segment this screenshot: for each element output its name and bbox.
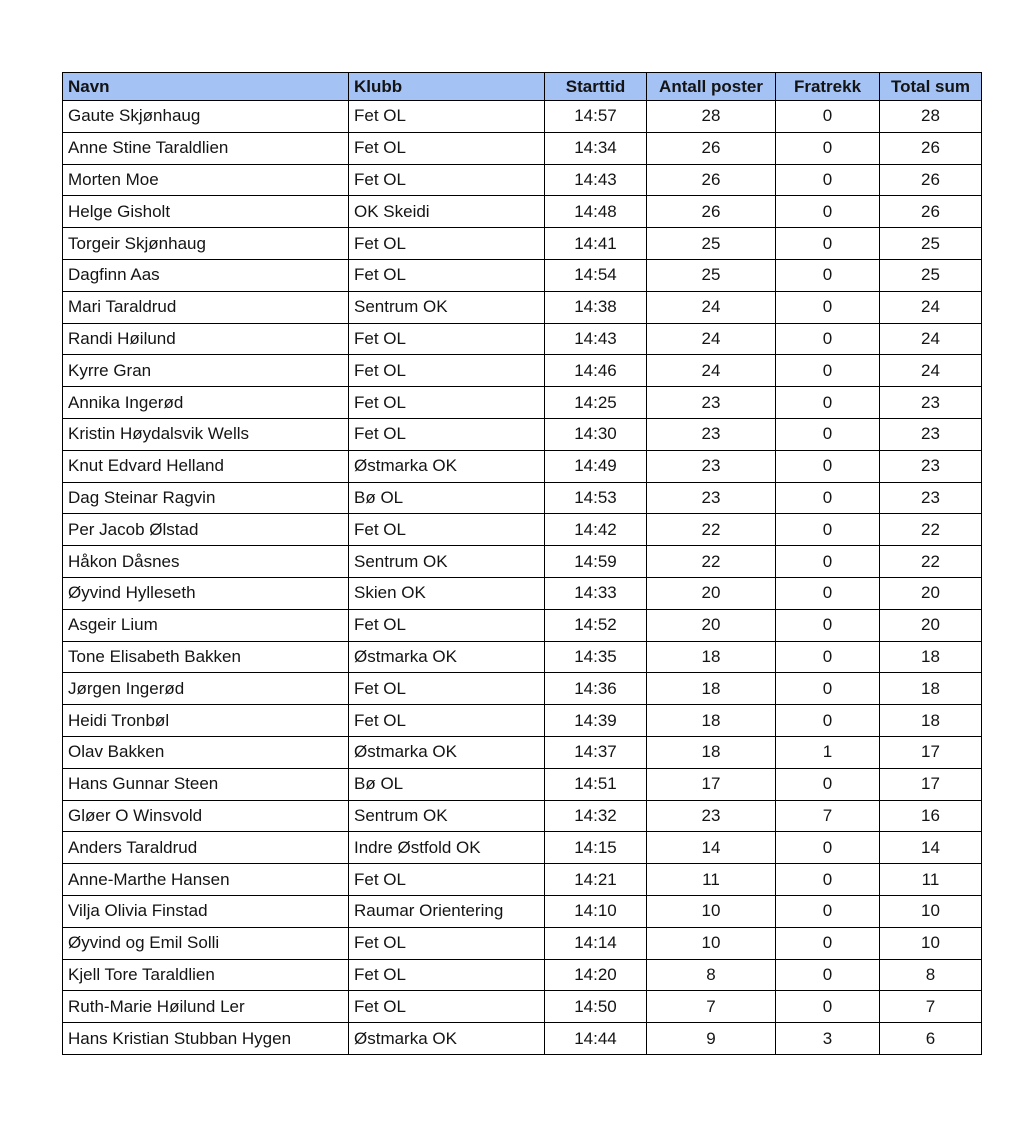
table-row	[63, 291, 982, 323]
cell-klubb: Bø OL	[349, 768, 545, 800]
cell-navn: Anders Taraldrud	[63, 832, 349, 864]
header-row	[63, 73, 982, 101]
cell-klubb: Fet OL	[349, 323, 545, 355]
cell-starttid: 14:51	[545, 768, 647, 800]
cell-klubb: Østmarka OK	[349, 1023, 545, 1055]
cell-total-sum: 24	[880, 291, 982, 323]
table-row	[63, 259, 982, 291]
cell-klubb: Sentrum OK	[349, 291, 545, 323]
cell-starttid: 14:20	[545, 959, 647, 991]
cell-antall-poster: 22	[647, 546, 776, 578]
cell-navn: Kyrre Gran	[63, 355, 349, 387]
cell-navn: Morten Moe	[63, 164, 349, 196]
cell-klubb: Raumar Orientering	[349, 895, 545, 927]
cell-total-sum: 10	[880, 895, 982, 927]
cell-klubb: Fet OL	[349, 418, 545, 450]
cell-fratrekk: 0	[776, 355, 880, 387]
cell-navn: Torgeir Skjønhaug	[63, 228, 349, 260]
cell-antall-poster: 23	[647, 450, 776, 482]
cell-navn: Mari Taraldrud	[63, 291, 349, 323]
table-row	[63, 196, 982, 228]
cell-total-sum: 26	[880, 196, 982, 228]
table-row	[63, 387, 982, 419]
cell-fratrekk: 0	[776, 418, 880, 450]
cell-klubb: Fet OL	[349, 959, 545, 991]
cell-starttid: 14:39	[545, 705, 647, 737]
cell-starttid: 14:36	[545, 673, 647, 705]
cell-starttid: 14:44	[545, 1023, 647, 1055]
cell-starttid: 14:43	[545, 164, 647, 196]
cell-navn: Gaute Skjønhaug	[63, 101, 349, 133]
cell-total-sum: 25	[880, 259, 982, 291]
cell-fratrekk: 0	[776, 196, 880, 228]
table-row	[63, 927, 982, 959]
table-row	[63, 736, 982, 768]
cell-antall-poster: 8	[647, 959, 776, 991]
cell-antall-poster: 17	[647, 768, 776, 800]
cell-fratrekk: 0	[776, 959, 880, 991]
cell-starttid: 14:57	[545, 101, 647, 133]
cell-total-sum: 23	[880, 418, 982, 450]
cell-klubb: Bø OL	[349, 482, 545, 514]
table-row	[63, 514, 982, 546]
cell-antall-poster: 9	[647, 1023, 776, 1055]
cell-total-sum: 17	[880, 736, 982, 768]
table-row	[63, 418, 982, 450]
cell-fratrekk: 0	[776, 259, 880, 291]
cell-total-sum: 20	[880, 609, 982, 641]
cell-antall-poster: 20	[647, 609, 776, 641]
table-row	[63, 959, 982, 991]
cell-klubb: Fet OL	[349, 387, 545, 419]
cell-starttid: 14:25	[545, 387, 647, 419]
cell-navn: Håkon Dåsnes	[63, 546, 349, 578]
cell-total-sum: 23	[880, 387, 982, 419]
cell-starttid: 14:42	[545, 514, 647, 546]
cell-starttid: 14:41	[545, 228, 647, 260]
column-header-starttid: Starttid	[545, 73, 647, 101]
cell-klubb: Østmarka OK	[349, 736, 545, 768]
cell-fratrekk: 0	[776, 864, 880, 896]
column-header-klubb: Klubb	[349, 73, 545, 101]
cell-navn: Asgeir Lium	[63, 609, 349, 641]
cell-navn: Anne Stine Taraldlien	[63, 132, 349, 164]
cell-total-sum: 6	[880, 1023, 982, 1055]
cell-starttid: 14:30	[545, 418, 647, 450]
cell-total-sum: 28	[880, 101, 982, 133]
cell-klubb: Fet OL	[349, 259, 545, 291]
cell-navn: Vilja Olivia Finstad	[63, 895, 349, 927]
cell-starttid: 14:34	[545, 132, 647, 164]
cell-total-sum: 18	[880, 673, 982, 705]
table-row	[63, 450, 982, 482]
cell-klubb: Fet OL	[349, 355, 545, 387]
cell-antall-poster: 28	[647, 101, 776, 133]
cell-klubb: OK Skeidi	[349, 196, 545, 228]
cell-klubb: Skien OK	[349, 577, 545, 609]
cell-navn: Hans Kristian Stubban Hygen	[63, 1023, 349, 1055]
cell-starttid: 14:21	[545, 864, 647, 896]
cell-fratrekk: 0	[776, 577, 880, 609]
cell-antall-poster: 10	[647, 927, 776, 959]
cell-navn: Jørgen Ingerød	[63, 673, 349, 705]
cell-antall-poster: 24	[647, 291, 776, 323]
column-header-navn: Navn	[63, 73, 349, 101]
cell-antall-poster: 18	[647, 641, 776, 673]
cell-total-sum: 26	[880, 164, 982, 196]
cell-total-sum: 18	[880, 641, 982, 673]
cell-navn: Heidi Tronbøl	[63, 705, 349, 737]
table-row	[63, 609, 982, 641]
table-row	[63, 355, 982, 387]
cell-antall-poster: 11	[647, 864, 776, 896]
table-row	[63, 482, 982, 514]
cell-klubb: Fet OL	[349, 864, 545, 896]
table-row	[63, 768, 982, 800]
cell-fratrekk: 0	[776, 164, 880, 196]
cell-total-sum: 22	[880, 546, 982, 578]
cell-navn: Dagfinn Aas	[63, 259, 349, 291]
cell-total-sum: 24	[880, 355, 982, 387]
cell-starttid: 14:50	[545, 991, 647, 1023]
cell-antall-poster: 25	[647, 228, 776, 260]
cell-starttid: 14:46	[545, 355, 647, 387]
cell-starttid: 14:38	[545, 291, 647, 323]
cell-antall-poster: 23	[647, 387, 776, 419]
cell-klubb: Fet OL	[349, 514, 545, 546]
cell-total-sum: 22	[880, 514, 982, 546]
cell-starttid: 14:15	[545, 832, 647, 864]
cell-total-sum: 25	[880, 228, 982, 260]
cell-fratrekk: 0	[776, 514, 880, 546]
cell-navn: Anne-Marthe Hansen	[63, 864, 349, 896]
cell-navn: Gløer O Winsvold	[63, 800, 349, 832]
cell-navn: Tone Elisabeth Bakken	[63, 641, 349, 673]
cell-antall-poster: 20	[647, 577, 776, 609]
cell-total-sum: 11	[880, 864, 982, 896]
cell-starttid: 14:35	[545, 641, 647, 673]
cell-navn: Olav Bakken	[63, 736, 349, 768]
cell-navn: Helge Gisholt	[63, 196, 349, 228]
cell-antall-poster: 24	[647, 355, 776, 387]
cell-total-sum: 14	[880, 832, 982, 864]
cell-antall-poster: 18	[647, 736, 776, 768]
cell-navn: Knut Edvard Helland	[63, 450, 349, 482]
cell-starttid: 14:32	[545, 800, 647, 832]
cell-klubb: Fet OL	[349, 164, 545, 196]
cell-fratrekk: 0	[776, 291, 880, 323]
cell-fratrekk: 7	[776, 800, 880, 832]
cell-fratrekk: 0	[776, 228, 880, 260]
cell-klubb: Fet OL	[349, 673, 545, 705]
cell-fratrekk: 0	[776, 609, 880, 641]
table-row	[63, 991, 982, 1023]
cell-antall-poster: 26	[647, 164, 776, 196]
cell-fratrekk: 0	[776, 482, 880, 514]
table-row	[63, 577, 982, 609]
cell-fratrekk: 0	[776, 101, 880, 133]
cell-starttid: 14:33	[545, 577, 647, 609]
cell-antall-poster: 18	[647, 673, 776, 705]
cell-starttid: 14:54	[545, 259, 647, 291]
table-row	[63, 800, 982, 832]
cell-navn: Dag Steinar Ragvin	[63, 482, 349, 514]
cell-total-sum: 18	[880, 705, 982, 737]
cell-total-sum: 23	[880, 482, 982, 514]
column-header-fratrekk: Fratrekk	[776, 73, 880, 101]
table-row	[63, 895, 982, 927]
table-row	[63, 864, 982, 896]
cell-antall-poster: 26	[647, 196, 776, 228]
table-row	[63, 228, 982, 260]
table-row	[63, 1023, 982, 1055]
cell-fratrekk: 0	[776, 387, 880, 419]
cell-navn: Ruth-Marie Høilund Ler	[63, 991, 349, 1023]
cell-total-sum: 24	[880, 323, 982, 355]
cell-antall-poster: 22	[647, 514, 776, 546]
cell-fratrekk: 0	[776, 546, 880, 578]
table-row	[63, 673, 982, 705]
cell-total-sum: 7	[880, 991, 982, 1023]
cell-fratrekk: 0	[776, 768, 880, 800]
table-row	[63, 546, 982, 578]
cell-starttid: 14:14	[545, 927, 647, 959]
results-table	[62, 72, 982, 1055]
cell-fratrekk: 0	[776, 641, 880, 673]
table-row	[63, 132, 982, 164]
cell-total-sum: 16	[880, 800, 982, 832]
cell-klubb: Fet OL	[349, 132, 545, 164]
cell-klubb: Fet OL	[349, 705, 545, 737]
cell-antall-poster: 23	[647, 800, 776, 832]
cell-navn: Per Jacob Ølstad	[63, 514, 349, 546]
cell-navn: Randi Høilund	[63, 323, 349, 355]
cell-navn: Kjell Tore Taraldlien	[63, 959, 349, 991]
cell-klubb: Fet OL	[349, 228, 545, 260]
cell-navn: Kristin Høydalsvik Wells	[63, 418, 349, 450]
table-row	[63, 323, 982, 355]
cell-klubb: Fet OL	[349, 991, 545, 1023]
cell-starttid: 14:43	[545, 323, 647, 355]
cell-antall-poster: 7	[647, 991, 776, 1023]
table-row	[63, 705, 982, 737]
cell-fratrekk: 0	[776, 450, 880, 482]
cell-total-sum: 26	[880, 132, 982, 164]
cell-fratrekk: 0	[776, 832, 880, 864]
cell-klubb: Fet OL	[349, 101, 545, 133]
cell-klubb: Østmarka OK	[349, 641, 545, 673]
cell-navn: Øyvind og Emil Solli	[63, 927, 349, 959]
cell-fratrekk: 0	[776, 927, 880, 959]
cell-starttid: 14:59	[545, 546, 647, 578]
cell-antall-poster: 25	[647, 259, 776, 291]
cell-navn: Øyvind Hylleseth	[63, 577, 349, 609]
cell-total-sum: 8	[880, 959, 982, 991]
table-row	[63, 832, 982, 864]
cell-antall-poster: 24	[647, 323, 776, 355]
cell-starttid: 14:10	[545, 895, 647, 927]
column-header-antall-poster: Antall poster	[647, 73, 776, 101]
cell-klubb: Indre Østfold OK	[349, 832, 545, 864]
cell-fratrekk: 1	[776, 736, 880, 768]
cell-starttid: 14:49	[545, 450, 647, 482]
cell-antall-poster: 23	[647, 482, 776, 514]
cell-navn: Annika Ingerød	[63, 387, 349, 419]
cell-total-sum: 10	[880, 927, 982, 959]
cell-antall-poster: 10	[647, 895, 776, 927]
cell-total-sum: 20	[880, 577, 982, 609]
cell-fratrekk: 3	[776, 1023, 880, 1055]
cell-klubb: Fet OL	[349, 609, 545, 641]
cell-antall-poster: 18	[647, 705, 776, 737]
cell-total-sum: 17	[880, 768, 982, 800]
cell-antall-poster: 14	[647, 832, 776, 864]
cell-starttid: 14:37	[545, 736, 647, 768]
cell-fratrekk: 0	[776, 132, 880, 164]
cell-total-sum: 23	[880, 450, 982, 482]
cell-klubb: Østmarka OK	[349, 450, 545, 482]
column-header-total-sum: Total sum	[880, 73, 982, 101]
cell-starttid: 14:53	[545, 482, 647, 514]
cell-fratrekk: 0	[776, 323, 880, 355]
cell-antall-poster: 26	[647, 132, 776, 164]
cell-antall-poster: 23	[647, 418, 776, 450]
cell-starttid: 14:52	[545, 609, 647, 641]
table-row	[63, 164, 982, 196]
cell-fratrekk: 0	[776, 705, 880, 737]
cell-klubb: Fet OL	[349, 927, 545, 959]
table-row	[63, 641, 982, 673]
cell-navn: Hans Gunnar Steen	[63, 768, 349, 800]
cell-fratrekk: 0	[776, 991, 880, 1023]
cell-klubb: Sentrum OK	[349, 546, 545, 578]
cell-klubb: Sentrum OK	[349, 800, 545, 832]
cell-starttid: 14:48	[545, 196, 647, 228]
table-row	[63, 101, 982, 133]
cell-fratrekk: 0	[776, 673, 880, 705]
cell-fratrekk: 0	[776, 895, 880, 927]
